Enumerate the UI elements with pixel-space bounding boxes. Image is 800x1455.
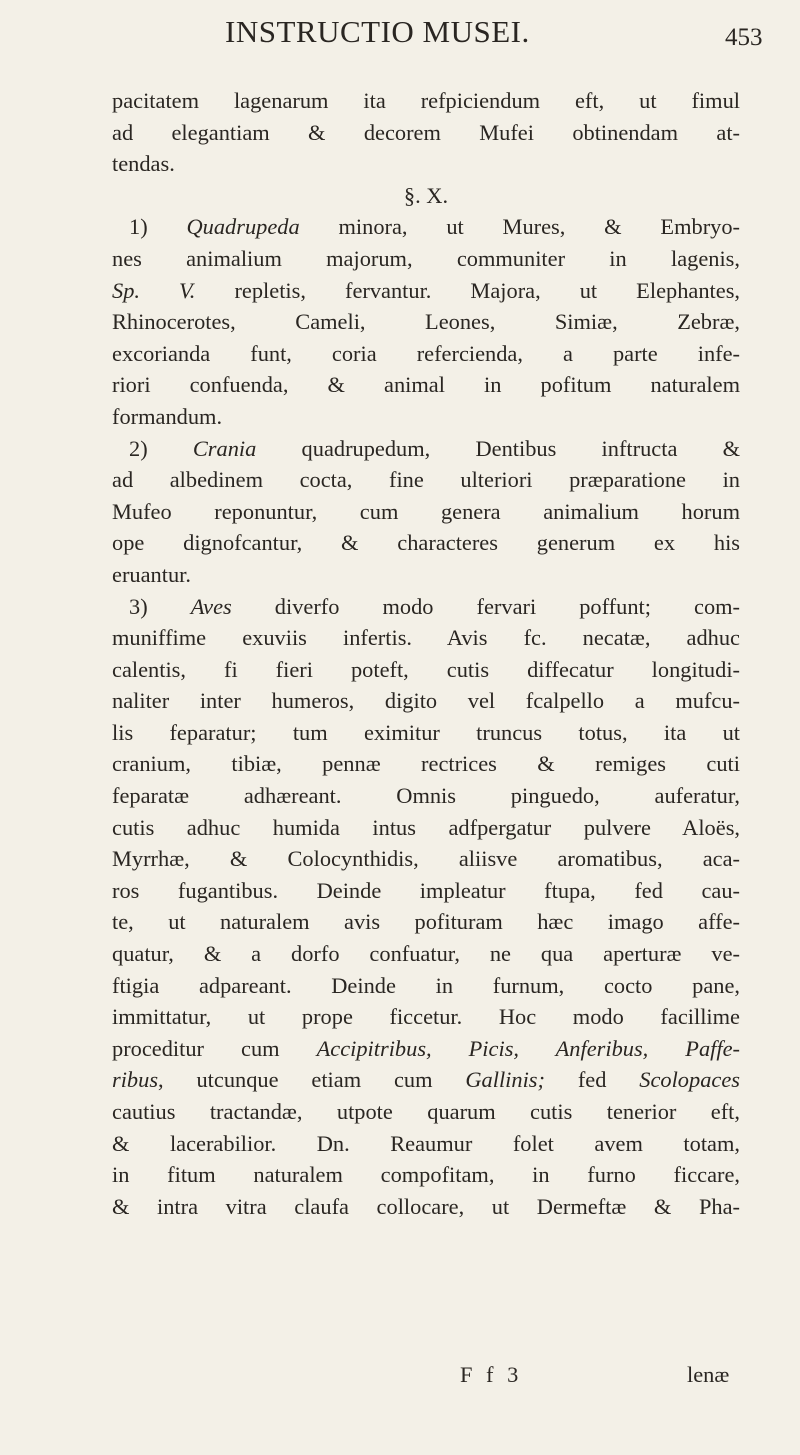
catchword: lenæ xyxy=(687,1362,730,1387)
text-line: lis feparatur; tum eximitur truncus totus, ita ut xyxy=(112,719,740,745)
italic-term: Sp. V. xyxy=(112,277,196,303)
text-line: cranium, tibiæ, pennæ rectrices & remiges cuti xyxy=(112,751,740,777)
text-line: Rhinocerotes, Cameli, Leones, Simiæ, Zebræ, xyxy=(112,309,740,335)
text-line: muniffime exuviis infertis. Avis fc. necatæ, adhuc xyxy=(112,625,740,651)
text-line: feparatæ adhæreant. Omnis pinguedo, auferatur, xyxy=(112,783,740,809)
text-line: immittatur, ut prope ficcetur. Hoc modo facillime xyxy=(112,1004,740,1030)
text-line: te, ut naturalem avis pofituram hæc imago affe- xyxy=(112,909,740,935)
body-text xyxy=(112,85,740,1222)
section-heading: §. X. xyxy=(403,182,449,208)
text-line: tendas. xyxy=(112,151,175,177)
running-header: INSTRUCTIO MUSEI. xyxy=(225,14,530,49)
text-line: ribus, utcunque etiam cum Gallinis; fed Scolopaces xyxy=(112,1067,740,1093)
text-line: nes animalium majorum, communiter in lagenis, xyxy=(112,245,740,271)
italic-term: Gallinis; xyxy=(465,1067,545,1093)
text-line: ftigia adpareant. Deinde in furnum, cocto pane, xyxy=(112,972,740,998)
text-line: formandum. xyxy=(112,403,223,429)
text-line: proceditur cum Accipitribus, Picis, Anferibus, Paffe- xyxy=(112,1035,740,1061)
text-line: & intra vitra claufa collocare, ut Dermeftæ & Pha- xyxy=(112,1193,740,1219)
text-line: excorianda funt, coria refercienda, a parte infe- xyxy=(112,340,740,366)
italic-term: Scolopaces xyxy=(639,1067,740,1093)
text-line: Mufeo reponuntur, cum genera animalium horum xyxy=(112,498,740,524)
text-line: cautius tractandæ, utpote quarum cutis tenerior eft, xyxy=(112,1099,740,1124)
text-line: eruantur. xyxy=(112,561,191,587)
text-line: quatur, & a dorfo confuatur, ne qua aperturæ ve- xyxy=(112,941,740,967)
text-line: pacitatem lagenarum ita refpiciendum eft, ut fimul xyxy=(112,88,740,113)
signature-mark: F f 3 xyxy=(460,1362,523,1387)
text-line: 3) Aves diverfo modo fervari poffunt; com- xyxy=(129,593,741,619)
text-line: riori confuenda, & animal in pofitum naturalem xyxy=(112,372,740,398)
italic-term: Quadrupeda xyxy=(186,214,300,240)
italic-term: Aves xyxy=(190,593,232,619)
italic-term: Accipitribus, Picis, Anferibus, Paffe- xyxy=(316,1035,740,1061)
text-line: ros fugantibus. Deinde impleatur ftupa, fed cau- xyxy=(112,877,740,903)
text-line: ad elegantiam & decorem Mufei obtinendam at- xyxy=(112,119,740,145)
text-line: ope dignofcantur, & characteres generum ex his xyxy=(112,530,740,556)
text-line: Sp. V. repletis, fervantur. Majora, ut Elephantes, xyxy=(112,277,741,303)
text-line: calentis, fi fieri poteft, cutis diffecatur longitudi- xyxy=(112,656,740,682)
text-line: in fitum naturalem compofitam, in furno ficcare, xyxy=(112,1162,740,1188)
text-line: & lacerabilior. Dn. Reaumur folet avem totam, xyxy=(112,1130,740,1156)
page-number: 453 xyxy=(725,24,763,51)
text-line: cutis adhuc humida intus adfpergatur pulvere Aloës, xyxy=(112,814,740,840)
text-line: ad albedinem cocta, fine ulteriori præparatione in xyxy=(112,467,740,493)
text-line: 1) Quadrupeda minora, ut Mures, & Embryo- xyxy=(129,214,740,240)
text-line: Myrrhæ, & Colocynthidis, aliisve aromatibus, aca- xyxy=(112,846,740,872)
text-line: naliter inter humeros, digito vel fcalpello a mufcu- xyxy=(112,688,740,714)
text-line: 2) Crania quadrupedum, Dentibus inftructa & xyxy=(129,435,741,461)
italic-term: ribus xyxy=(112,1067,159,1093)
italic-term: Crania xyxy=(192,435,257,461)
